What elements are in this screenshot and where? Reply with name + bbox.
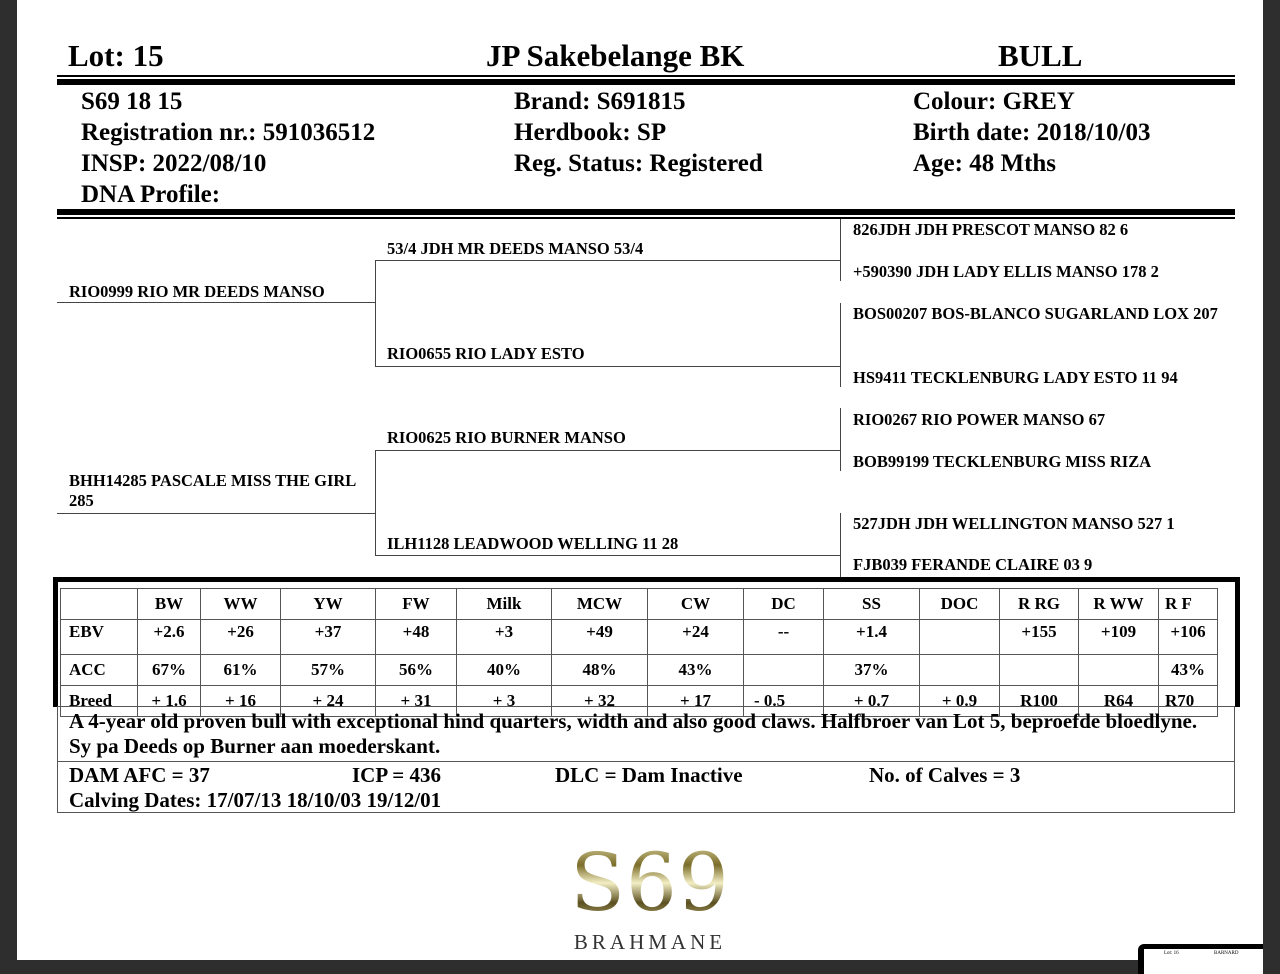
ebv-cell: +155 [1000, 620, 1079, 655]
herdbook: Herdbook: SP [514, 119, 667, 146]
ebv-header: MCW [552, 589, 648, 620]
ebv-header: R RG [1000, 589, 1079, 620]
ebv-cell: +109 [1079, 620, 1159, 655]
ebv-header: WW [201, 589, 281, 620]
pedigree-ggp: BOB99199 TECKLENBURG MISS RIZA [853, 452, 1152, 471]
pedigree-dam-sire: RIO0625 RIO BURNER MANSO [387, 428, 626, 447]
ebv-cell: +2.6 [138, 620, 201, 655]
pedigree-ggp: 826JDH JDH PRESCOT MANSO 82 6 [853, 220, 1129, 239]
ebv-cell: 48% [552, 655, 648, 686]
ebv-cell: + 32 [552, 686, 648, 717]
pedigree-line [375, 260, 840, 261]
ebv-header: CW [648, 589, 744, 620]
brand: Brand: S691815 [514, 88, 686, 115]
pedigree-line [375, 555, 840, 556]
next-page-lot: Lot: 16 [1164, 951, 1179, 956]
ebv-row-label: ACC [61, 655, 138, 686]
info-middle [514, 86, 763, 179]
herd-id: S69 18 15 [81, 88, 183, 115]
inspection-date: INSP: 2022/08/10 [81, 150, 267, 177]
logo-subtitle: BRAHMANE [573, 930, 727, 954]
animal-name: JP Sakebelange BK [486, 38, 745, 73]
ebv-cell: 43% [648, 655, 744, 686]
reg-status: Reg. Status: Registered [514, 150, 763, 177]
pedigree-ggp: RIO0267 RIO POWER MANSO 67 [853, 410, 1106, 429]
ebv-cell: + 0.7 [824, 686, 920, 717]
ebv-cell: +26 [201, 620, 281, 655]
ebv-cell: 43% [1159, 655, 1218, 686]
ebv-cell [920, 655, 1000, 686]
dam-dlc: DLC = Dam Inactive [555, 763, 743, 787]
brand-logo [565, 838, 735, 954]
pedigree-sire-sire: 53/4 JDH MR DEEDS MANSO 53/4 [387, 239, 644, 258]
ebv-cell: - 0.5 [744, 686, 824, 717]
pedigree-line [375, 260, 376, 367]
pedigree-dam-dam: ILH1128 LEADWOOD WELLING 11 28 [387, 534, 679, 553]
next-page-preview [1144, 949, 1263, 974]
ebv-cell: 40% [457, 655, 552, 686]
ebv-header [61, 589, 138, 620]
lot-comment: A 4-year old proven bull with exceptional hind quarters, width and also good claws. Halfbroer van Lot 5, beproefde bloedlyne. Sy pa Deeds op Burner aan moederskant. [57, 706, 1235, 762]
birth-date: Birth date: 2018/10/03 [913, 119, 1151, 146]
ebv-cell [1079, 655, 1159, 686]
dam-afc: DAM AFC = 37 [69, 763, 210, 787]
ebv-cell [744, 655, 824, 686]
ebv-cell: + 1.6 [138, 686, 201, 717]
pedigree-line [840, 303, 841, 387]
ebv-row [61, 620, 1218, 655]
ebv-table [60, 588, 1218, 717]
ebv-cell [1000, 655, 1079, 686]
ebv-row-label: Breed [61, 686, 138, 717]
info-right [913, 86, 1151, 179]
dam-calves: No. of Calves = 3 [869, 763, 1021, 787]
ebv-cell: + 16 [201, 686, 281, 717]
pedigree-ggp: 527JDH JDH WELLINGTON MANSO 527 1 [853, 514, 1175, 533]
ebv-cell: +48 [376, 620, 457, 655]
pedigree-line [840, 219, 841, 281]
info-left [81, 86, 375, 210]
ebv-cell: R64 [1079, 686, 1159, 717]
ebv-cell: R70 [1159, 686, 1218, 717]
pedigree-line [840, 408, 841, 471]
pedigree-line [375, 450, 840, 451]
ebv-table-frame [53, 577, 1240, 710]
pedigree-ggp: HS9411 TECKLENBURG LADY ESTO 11 94 [853, 368, 1178, 387]
ebv-cell: +37 [281, 620, 376, 655]
catalogue-page [17, 0, 1263, 960]
ebv-cell: 37% [824, 655, 920, 686]
ebv-cell: +49 [552, 620, 648, 655]
ebv-header: BW [138, 589, 201, 620]
ebv-header: YW [281, 589, 376, 620]
pedigree-line [57, 302, 375, 303]
dna-profile: DNA Profile: [81, 181, 221, 208]
info-divider [57, 209, 1235, 215]
ebv-cell: R100 [1000, 686, 1079, 717]
next-page-name: BARNARD [1214, 951, 1239, 956]
info-divider [57, 217, 1235, 219]
dam-icp: ICP = 436 [352, 763, 441, 787]
pedigree-dam: BHH14285 PASCALE MISS THE GIRL 285 [69, 471, 356, 510]
registration-number: Registration nr.: 591036512 [81, 119, 376, 146]
ebv-header: R WW [1079, 589, 1159, 620]
ebv-cell: + 3 [457, 686, 552, 717]
ebv-cell: + 24 [281, 686, 376, 717]
pedigree-line [375, 450, 376, 555]
ebv-cell: +24 [648, 620, 744, 655]
ebv-header: SS [824, 589, 920, 620]
animal-sex: BULL [998, 38, 1083, 73]
pedigree-ggp: BOS00207 BOS-BLANCO SUGARLAND LOX 207 [853, 304, 1218, 323]
dam-stats [57, 761, 1235, 813]
pedigree-ggp: FJB039 FERANDE CLAIRE 03 9 [853, 555, 1093, 574]
pedigree-line [375, 366, 840, 367]
logo-mark: S69 [565, 838, 735, 928]
pedigree-sire-dam: RIO0655 RIO LADY ESTO [387, 344, 585, 363]
ebv-header: R F [1159, 589, 1218, 620]
calving-dates: Calving Dates: 17/07/13 18/10/03 19/12/01 [69, 788, 442, 812]
pedigree-sire: RIO0999 RIO MR DEEDS MANSO [69, 282, 325, 301]
next-page-thumbnail[interactable] [1138, 944, 1263, 974]
ebv-header: Milk [457, 589, 552, 620]
ebv-cell: 67% [138, 655, 201, 686]
ebv-cell: 61% [201, 655, 281, 686]
ebv-header: DOC [920, 589, 1000, 620]
ebv-cell [920, 620, 1000, 655]
header-divider [57, 75, 1235, 77]
ebv-cell: + 0.9 [920, 686, 1000, 717]
ebv-cell: 56% [376, 655, 457, 686]
lot-number: Lot: 15 [68, 38, 164, 73]
ebv-cell: 57% [281, 655, 376, 686]
ebv-header: FW [376, 589, 457, 620]
header-divider [57, 79, 1235, 85]
ebv-row-label: EBV [61, 620, 138, 655]
ebv-cell: +106 [1159, 620, 1218, 655]
ebv-header: DC [744, 589, 824, 620]
ebv-cell: +1.4 [824, 620, 920, 655]
age: Age: 48 Mths [913, 150, 1057, 177]
colour: Colour: GREY [913, 88, 1075, 115]
pedigree-line [840, 513, 841, 577]
ebv-cell: + 31 [376, 686, 457, 717]
pedigree-ggp: +590390 JDH LADY ELLIS MANSO 178 2 [853, 262, 1159, 281]
ebv-cell: +3 [457, 620, 552, 655]
ebv-row [61, 655, 1218, 686]
ebv-cell: -- [744, 620, 824, 655]
pedigree-line [57, 513, 375, 514]
ebv-cell: + 17 [648, 686, 744, 717]
ebv-header-row [61, 589, 1218, 620]
